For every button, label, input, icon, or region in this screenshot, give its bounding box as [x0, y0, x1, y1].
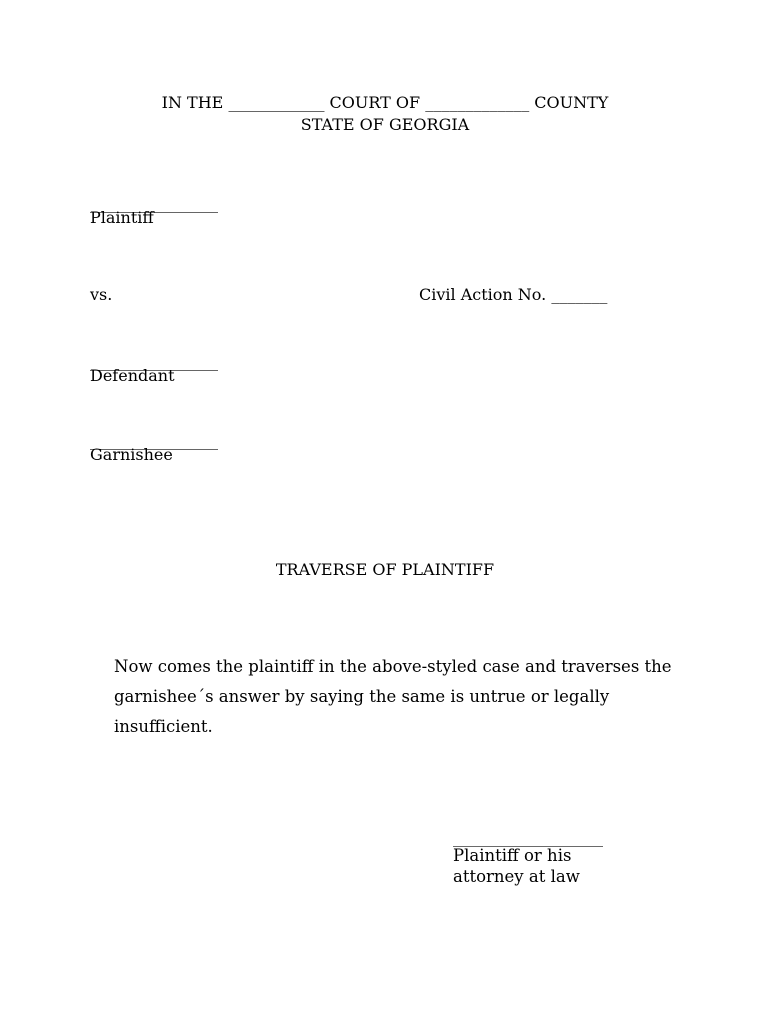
- court-caption-line: IN THE ____________ COURT OF _____________ COUNTY: [161, 93, 609, 112]
- state-caption-line: STATE OF GEORGIA: [300, 115, 470, 134]
- garnishee-label: Garnishee: [90, 445, 173, 464]
- body-paragraph: Now comes the plaintiff in the above-styled case and traverses the garnishee´s answer by saying the same is untrue or legally insufficient.: [114, 657, 672, 736]
- versus-label: vs.: [90, 285, 113, 304]
- plaintiff-label: Plaintiff: [90, 208, 154, 227]
- document-title: TRAVERSE OF PLAINTIFF: [275, 560, 495, 579]
- signature-line: ____________________: [453, 829, 603, 847]
- signature-label-line-2: attorney at law: [453, 867, 580, 886]
- defendant-label: Defendant: [90, 366, 175, 385]
- signature-label-line-1: Plaintiff or his: [453, 846, 572, 865]
- plaintiff-name-blank: ________________: [90, 194, 218, 213]
- defendant-name-blank: ________________: [90, 352, 218, 371]
- civil-action-number: Civil Action No. _______: [419, 285, 608, 304]
- garnishee-name-blank: ________________: [90, 431, 218, 450]
